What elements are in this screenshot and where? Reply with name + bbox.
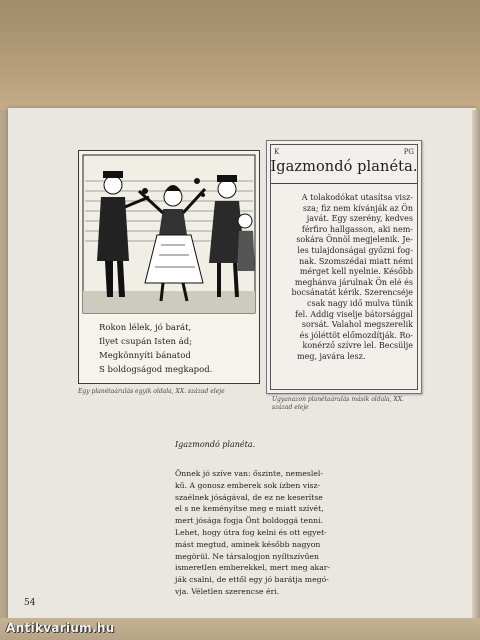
card-line: nak. Szomszédai miatt némi xyxy=(299,256,413,266)
transcription-line: ismeretlen emberekkel, mert meg akar- xyxy=(175,563,331,573)
transcription-line: mert jósága fogja Önt boldoggá tenni. xyxy=(175,516,323,526)
transcription-line: Lehet, hogy útra fog kelni és ott egyet- xyxy=(175,527,327,537)
transcription-text xyxy=(175,468,335,598)
card-line: sza; fiz nem kívánják az Ön xyxy=(302,203,413,213)
card-line: javát. Egy szerény, kedves xyxy=(306,214,413,224)
card-text xyxy=(275,193,413,363)
transcription-line: megörül. Ne társalogjon nyíltszívűen xyxy=(175,551,319,561)
poem-line: Megkönnyíti bánatod xyxy=(99,351,191,361)
card-caption: Ugyanazon planétaárulás másik oldala, XX. század eleje xyxy=(272,396,404,411)
transcription-line: vja. Véletlen szerencse éri. xyxy=(175,586,280,596)
woodcut-caption: Egy planétaárulás egyik oldala, XX. század eleje xyxy=(78,388,225,395)
watermark: Antikvarium.hu xyxy=(6,621,115,635)
transcription-line: kű. A gonosz emberek sok ízben visz- xyxy=(175,480,321,490)
book-top-edge xyxy=(0,0,480,110)
card-corner-right: PG xyxy=(403,148,414,156)
transcription-line: mást megtud, aminek később nagyon xyxy=(175,539,321,549)
card-line: sokára Önnöl megjelenik. Je- xyxy=(296,235,413,245)
card-line: meghánva járulnak Ön elé és xyxy=(294,277,413,287)
page-number: 54 xyxy=(24,598,36,608)
card-line: fel. Addig viselje bátorsággal xyxy=(294,309,413,319)
fortune-card xyxy=(266,140,422,394)
card-line: A tolakodókat utasítsa visz- xyxy=(301,193,413,202)
card-line: csak nagy idő mulva tünik xyxy=(307,298,413,308)
card-line: les tulajdonságai győzni fog- xyxy=(297,245,413,255)
card-line: meg, javára lesz. xyxy=(297,351,366,361)
transcription-line: Önnek jó szíve van: őszinte, nemeslel- xyxy=(175,469,323,478)
poem-line: S boldogságod megkapod. xyxy=(99,365,213,375)
card-line: sorsát. Valahol megszerelik xyxy=(301,320,413,330)
transcription-line: szaélnek jóságával, de ez ne keserítse xyxy=(175,492,323,502)
transcription-line: ják csalni, de ettől egy jó barátja megó- xyxy=(175,575,329,585)
card-title: Igazmondó planéta. xyxy=(270,159,418,175)
poem-line: Rokon lélek, jó barát, xyxy=(99,323,192,333)
card-line: férfiro hallgasson, aki nem- xyxy=(301,224,413,234)
woodcut-illustration xyxy=(78,150,260,384)
card-line: konérző szívre lel. Becsülje xyxy=(302,341,413,351)
poem-line: Ilyet csupán Isten ád; xyxy=(99,337,193,347)
poem xyxy=(99,321,259,377)
card-line: és jóléttöt előmozdítják. Ro- xyxy=(299,330,413,340)
transcription-title: Igazmondó planéta. xyxy=(175,440,256,449)
card-line: bocsánatát kérik. Szerencséje xyxy=(291,288,413,298)
card-divider xyxy=(271,183,417,184)
card-corner-left: K xyxy=(274,148,280,156)
page-edge xyxy=(472,110,480,630)
transcription-line: el s ne keményítse meg e miatt szívét, xyxy=(175,504,324,514)
card-line: mérget kell nyelnie. Később xyxy=(299,267,413,277)
